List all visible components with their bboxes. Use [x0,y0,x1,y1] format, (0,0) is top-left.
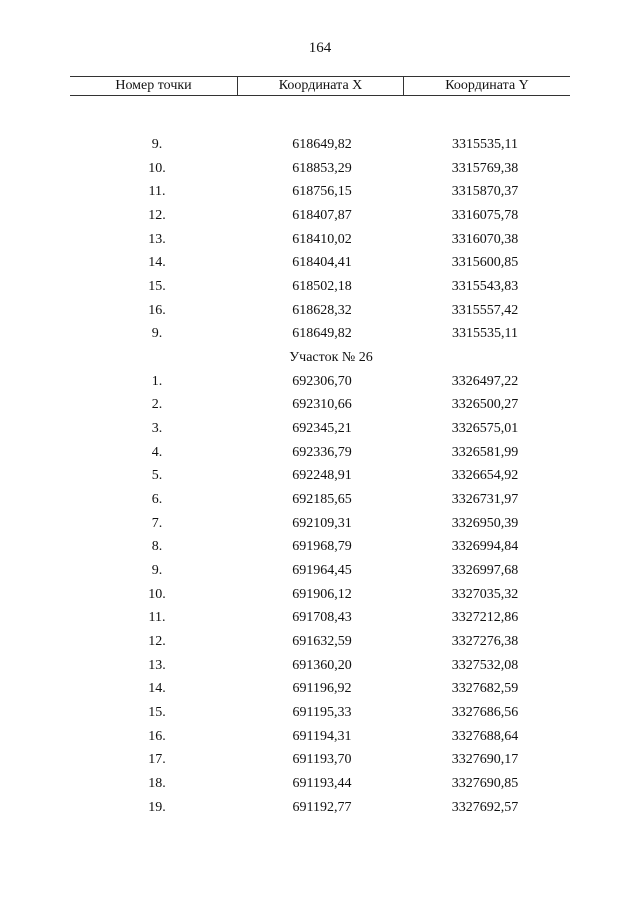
point-number-cell: 12. [148,634,166,650]
coordinate-y-cell: 3327688,64 [451,728,519,744]
coordinate-y-cell: 3326500,27 [451,397,519,413]
coordinate-x-cell: 618628,32 [292,302,352,318]
coordinate-x-cell: 618853,29 [292,160,352,176]
coordinate-x-cell: 691193,44 [292,776,352,792]
coordinate-x-cell: 692185,65 [292,492,352,508]
coordinate-y-cell: 3315870,37 [451,184,519,200]
coordinate-y-cell: 3327035,32 [451,586,519,602]
point-number-cell: 17. [148,752,166,768]
coordinate-x-cell: 691632,59 [292,634,352,650]
coordinate-y-cell: 3326497,22 [451,373,519,389]
point-number-cell: 13. [148,657,166,673]
table-row [70,488,570,512]
page-number: 164 [308,40,332,56]
coordinate-x-cell: 691195,33 [292,705,352,721]
coordinate-x-cell: 691360,20 [292,657,352,673]
coordinate-y-cell: 3326575,01 [451,421,519,437]
point-number-cell: 11. [148,184,166,200]
header-coordinate-x: Координата X [238,77,404,95]
point-number-cell: 2. [151,397,163,413]
coordinate-y-cell: 3316070,38 [451,231,519,247]
coordinate-x-cell: 618649,82 [292,326,352,342]
point-number-cell: 16. [148,728,166,744]
table-row [70,772,570,796]
coordinate-x-cell: 618502,18 [292,279,352,295]
table-row [70,228,570,252]
coordinate-x-cell: 692310,66 [292,397,352,413]
table-row [70,157,570,181]
table-row [70,464,570,488]
table-row [70,725,570,749]
point-number-cell: 1. [151,373,163,389]
header-point-number: Номер точки [70,77,238,95]
coordinate-y-cell: 3315557,42 [451,302,519,318]
table-body [70,133,570,819]
coordinate-y-cell: 3326731,97 [451,492,519,508]
header-coordinate-y: Координата Y [445,78,529,93]
table-row [70,748,570,772]
coordinate-y-cell: 3327690,85 [451,776,519,792]
table-row [70,370,570,394]
table-row [70,393,570,417]
coordinate-y-cell: 3315543,83 [451,279,519,295]
coordinate-y-cell: 3326654,92 [451,468,519,484]
table-row [70,535,570,559]
point-number-cell: 11. [148,610,166,626]
point-number-cell: 14. [148,681,166,697]
coordinate-x-cell: 691906,12 [292,586,352,602]
point-number-cell: 14. [148,255,166,271]
table-row [70,275,570,299]
table-row [70,796,570,820]
table-header [70,76,570,96]
point-number-cell: 9. [151,563,163,579]
table-row [70,133,570,157]
coordinate-y-cell: 3327212,86 [451,610,519,626]
coordinate-x-cell: 691196,92 [292,681,352,697]
table-row [70,204,570,228]
coordinate-y-cell: 3326997,68 [451,563,519,579]
point-number-cell: 13. [148,231,166,247]
point-number-cell: 15. [148,705,166,721]
table-row [70,654,570,678]
coordinate-x-cell: 691194,31 [292,728,352,744]
coordinate-x-cell: 691193,70 [292,752,352,768]
coordinate-y-cell: 3326950,39 [451,515,519,531]
coordinate-x-cell: 691192,77 [292,799,352,815]
coordinate-x-cell: 618404,41 [292,255,352,271]
point-number-cell: 9. [151,326,163,342]
coordinate-y-cell: 3327532,08 [451,657,519,673]
coordinate-x-cell: 618410,02 [292,231,352,247]
table-row [70,417,570,441]
coordinate-y-cell: 3327682,59 [451,681,519,697]
coordinate-x-cell: 691708,43 [292,610,352,626]
point-number-cell: 9. [151,137,163,152]
coordinate-y-cell: 3315769,38 [451,160,519,176]
table-row [70,583,570,607]
section-heading-row [70,346,570,370]
coordinate-x-cell: 692109,31 [292,515,352,531]
coordinate-y-cell: 3326581,99 [451,444,519,460]
coordinate-y-cell: 3327692,57 [451,799,519,815]
coordinate-y-cell: 3327686,56 [451,705,519,721]
table-row [70,322,570,346]
section-title: Участок № 26 [289,350,373,366]
table-row [70,251,570,275]
point-number-cell: 7. [151,515,163,531]
point-number-cell: 10. [148,160,166,176]
coordinate-y-cell: 3315600,85 [451,255,519,271]
coordinate-y-cell: 3327690,17 [451,752,519,768]
point-number-cell: 15. [148,279,166,295]
table-row [70,180,570,204]
point-number-cell: 8. [151,539,163,555]
table-row [70,512,570,536]
coordinate-x-cell: 691964,45 [292,563,352,579]
coordinate-y-cell: 3315535,11 [452,137,518,152]
table-row [70,606,570,630]
coordinate-x-cell: 618407,87 [292,208,352,224]
coordinate-y-cell: 3315535,11 [452,326,518,342]
table-row [70,441,570,465]
coordinate-y-cell: 3316075,78 [451,208,519,224]
table-row [70,559,570,583]
point-number-cell: 3. [151,421,163,437]
point-number-cell: 4. [151,444,163,460]
table-row [70,630,570,654]
point-number-cell: 5. [151,468,163,484]
coordinate-x-cell: 692345,21 [292,421,352,437]
coordinate-y-cell: 3326994,84 [451,539,519,555]
point-number-cell: 19. [148,799,166,815]
coordinate-x-cell: 618756,15 [292,184,352,200]
coordinate-x-cell: 692336,79 [292,444,352,460]
point-number-cell: 16. [148,302,166,318]
point-number-cell: 6. [151,492,163,508]
table-row [70,677,570,701]
point-number-cell: 10. [148,586,166,602]
coordinate-x-cell: 618649,82 [292,137,352,152]
coordinate-x-cell: 692248,91 [292,468,352,484]
coordinate-x-cell: 691968,79 [292,539,352,555]
point-number-cell: 18. [148,776,166,792]
coordinate-y-cell: 3327276,38 [451,634,519,650]
point-number-cell: 12. [148,208,166,224]
coordinate-x-cell: 692306,70 [292,373,352,389]
table-row [70,299,570,323]
table-row [70,701,570,725]
